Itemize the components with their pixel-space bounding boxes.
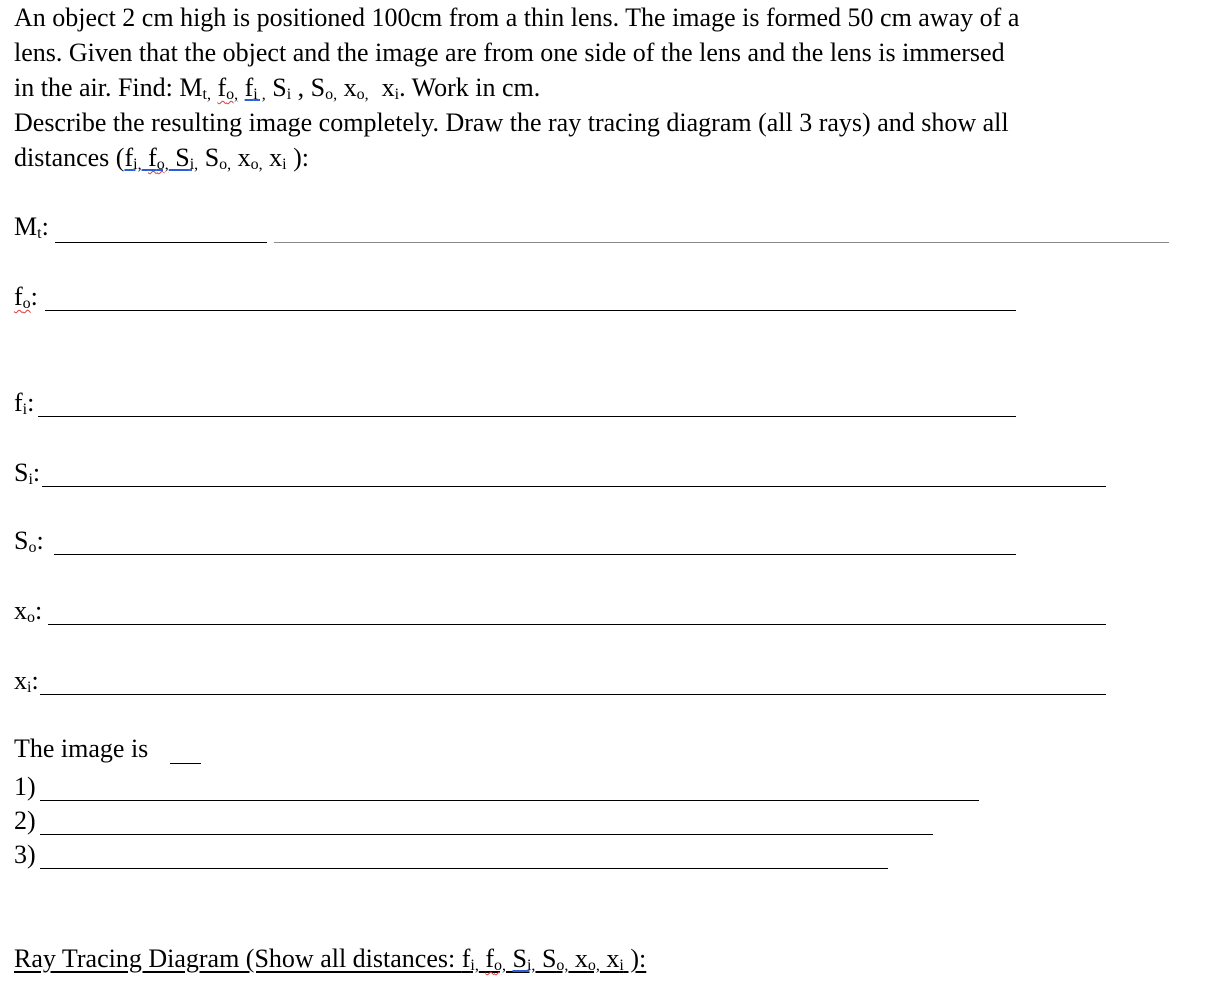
answer-line-fi[interactable] (38, 416, 1016, 417)
label-mt: $M_t$: (14, 212, 49, 242)
image-is-title: The image is (14, 734, 149, 763)
distances-text: distances ( (14, 143, 125, 172)
image-item-2: 2) (14, 806, 36, 835)
problem-line-3: in the air. Find: $M_{t,}$ $f_{o,}$ $f_{i ,}$ $S_i$ , $S_{o,}$ $x_{o,}$ $x_i$. Work in cm. (14, 73, 541, 103)
answer-line-mt-2[interactable] (274, 242, 1169, 243)
label-xi: $x_i$: (14, 666, 39, 696)
image-item-3: 3) (14, 840, 36, 869)
work-in-cm: . Work in cm. (399, 73, 541, 102)
answer-line-si[interactable] (42, 486, 1106, 487)
fi-symbol: $f_{i ,}$ (244, 73, 266, 103)
find-text: in the air. Find: M (14, 73, 203, 102)
problem-line-5: distances ($f_{i,}$ $f_{o,}$ $S_{i,}$ $S_{o,}$ $x_{o,}$ $x_i$ ): (14, 143, 309, 173)
answer-line-fo[interactable] (45, 310, 1016, 311)
problem-line-2: lens. Given that the object and the image are from one side of the lens and the lens is immersed (14, 38, 1005, 67)
label-so: $S_o$: (14, 526, 44, 556)
answer-line-image-is[interactable] (170, 763, 201, 764)
answer-line-so[interactable] (54, 554, 1016, 555)
label-xo: $x_o$: (14, 596, 43, 626)
answer-line-item-1[interactable] (40, 800, 979, 801)
ray-diagram-prefix: Ray Tracing Diagram (Show all distances: (14, 944, 462, 973)
fo-symbol: $f_{o,}$ (217, 73, 239, 103)
answer-line-xi[interactable] (40, 694, 1106, 695)
problem-line-4: Describe the resulting image completely. Draw the ray tracing diagram (all 3 rays) and show all (14, 108, 1009, 137)
answer-line-mt-1[interactable] (55, 242, 267, 243)
answer-line-xo[interactable] (48, 624, 1106, 625)
label-fi: $f_i$: (14, 388, 35, 418)
ray-diagram-heading: Ray Tracing Diagram (Show all distances: $f_{i,}$ $f_{o,}$ $S_{i,}$ $S_{o,}$ $x_{o,}$ $x_i$ ): (14, 944, 647, 974)
answer-line-item-2[interactable] (40, 834, 933, 835)
image-item-1: 1) (14, 772, 36, 801)
answer-line-item-3[interactable] (40, 868, 888, 869)
label-fo: $f_o$: (14, 282, 38, 312)
problem-line-1: An object 2 cm high is positioned 100cm from a thin lens. The image is formed 50 cm away of a (14, 3, 1020, 32)
label-si: $S_i$: (14, 458, 41, 488)
